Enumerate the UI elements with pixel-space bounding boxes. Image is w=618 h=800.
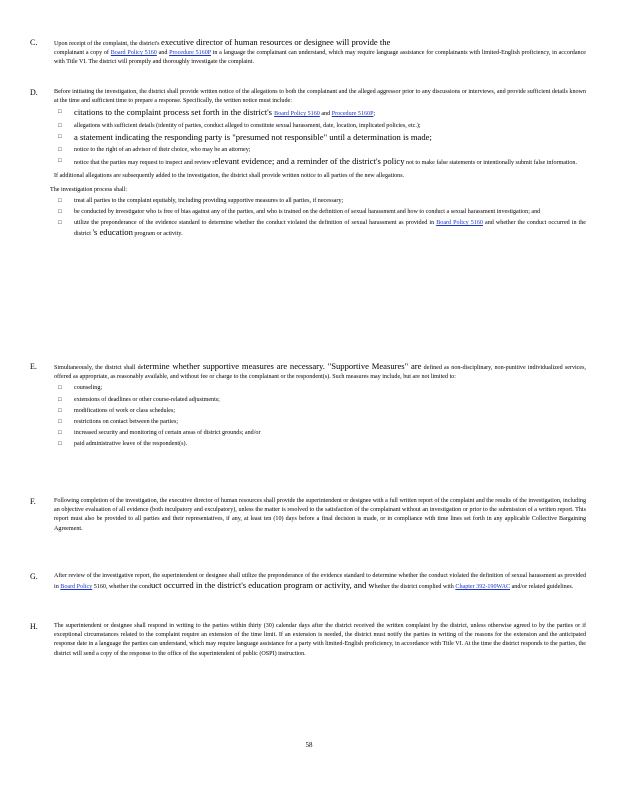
list-item: □ counseling; (54, 384, 586, 393)
checkbox-bullet-icon: □ (58, 147, 62, 154)
checkbox-bullet-icon: □ (58, 385, 62, 392)
list-item: □ extensions of deadlines or other course-related adjustments; (54, 396, 586, 405)
list-item: □ utilize the preponderance of the evidence standard to determine whether the conduct violated the definition of sexual harassment as provided in Board Policy 5160 and whether the conduct occurred in the district 's education program or activity. (58, 220, 586, 238)
list-item: □ allegations with sufficient details (identity of parties, conduct alleged to constitute sexual harassment, date, location, implicated policies, etc.); (54, 122, 586, 131)
section-c (30, 38, 586, 68)
procedure-5160p-link[interactable]: Procedure 5160P (331, 111, 374, 118)
section-label: E. (30, 362, 37, 371)
section-d (30, 88, 586, 240)
list-item: □ notice that the parties may request to inspect and review relevant evidence; and a reminder of the district's policy not to make false statements or intentionally submit false information. (58, 156, 577, 167)
board-policy-5160-link[interactable]: Board Policy 5160 (110, 50, 157, 57)
section-h-text: The superintendent or designee shall respond in writing to the parties within thirty (30) calendar days after the district received the written complaint by the district, unless otherwise agreed to by the parties or if exceptional circumstances related to the complaint require an extension of the time limit. If an extension is needed, the district must notify the parties in writing of the reasons for the extension and the anticipated response date in a language the parties can understand, which may require language assistance for a party with limited-English proficiency, in accordance with Title VI. At the time the district responds to the parties, the district will send a copy of the response to the office of the superintendent of public (OSPI) instruction. (54, 623, 586, 657)
checkbox-bullet-icon: □ (58, 197, 62, 204)
list-item: □ modifications of work or class schedules; (54, 407, 586, 416)
board-policy-5160-link[interactable]: Board Policy 5160 (274, 111, 320, 118)
list-item: □ increased security and monitoring of certain areas of district grounds; and/or (54, 429, 586, 438)
section-label: D. (30, 88, 38, 97)
section-e (30, 362, 586, 450)
checkbox-bullet-icon: □ (58, 441, 62, 448)
list-item: □ treat all parties to the complaint equitably, including providing supportive measures to all parties, if necessary; (54, 197, 586, 206)
checkbox-bullet-icon: □ (58, 109, 62, 116)
supportive-measures-list (54, 384, 586, 449)
board-policy-5160-link[interactable]: Board Policy 5160 (436, 220, 483, 227)
checkbox-bullet-icon: □ (58, 133, 62, 140)
list-item: □ notice to the right of an advisor of their choice, who may be an attorney; (54, 146, 586, 155)
section-g-text: After review of the investigative report, the superintendent or designee shall utilize the preponderance of the evidence standard to determine whether the conduct violated the definition of sexual harassment as provided in Board Policy 5160, whether the conduct occurred in the district's education program or activity, and whether the district complied with Chapter 392-190WAC and/or related guidelines. (54, 573, 586, 591)
page-number: 58 (305, 741, 313, 749)
list-item: □ a statement indicating the responding party is "presumed not responsible" until a determination is made; (58, 131, 432, 142)
section-label: F. (30, 497, 36, 506)
section-label: C. (30, 38, 38, 47)
section-d-intro: Before initiating the investigation, the district shall provide written notice of the allegations to both the complainant and the alleged aggressor prior to any discussions or interviews, and provide sufficient details known at the time and sufficient time to prepare a response. Specifically, the written notice must include: (54, 89, 586, 105)
checkbox-bullet-icon: □ (58, 122, 62, 129)
list-item: □ be conducted by investigator who is free of bias against any of the parties, and who is trained on the definition of sexual harassment and how to conduct a sexual harassment investigation; and (54, 208, 586, 217)
checkbox-bullet-icon: □ (58, 209, 62, 216)
section-f-text: Following completion of the investigation, the executive director of human resources shall provide the superintendent or designee with a full written report of the complaint and the results of the investigation, including an objective evaluation of all evidence (both inculpatory and exculpatory), unless the matter is resolved to the satisfaction of the complainant without an investigation or prior to the submission of a written report. This report must also be provided to all parties and their representatives, if any, at least ten (10) days before a final decision is made, or in compliance with time lines set forth in any applicable Collective Bargaining Agreement. (54, 498, 586, 532)
section-h (30, 622, 586, 659)
checkbox-bullet-icon: □ (58, 419, 62, 426)
board-policy-link[interactable]: Board Policy (60, 584, 93, 591)
checkbox-bullet-icon: □ (58, 430, 62, 437)
section-c-text: Upon receipt of the complaint, the district's executive director of human resources or designee will provide the complainant a copy of Board Policy 5160 and Procedure 5160P in a language the complainant can understand, which may require language assistance for complainants with limited-English proficiency, in accordance with Title VI. The district will promptly and thoroughly investigate the complaint. (54, 37, 587, 66)
investigation-process-heading: The investigation process shall: (50, 186, 128, 193)
section-e-text: Simultaneously, the district shall determine whether supportive measures are necessary. "Supportive Measures" are defined as non-disciplinary, non-punitive individualized services, offered as appropriate, as reasonably available, and without fee or charge to the complainant or the respondent(s). Such measures may include, but are not limited to: (54, 361, 586, 381)
checkbox-bullet-icon: □ (58, 407, 62, 414)
checkbox-bullet-icon: □ (58, 396, 62, 403)
additional-allegations-text: If additional allegations are subsequently added to the investigation, the district shall provide written notice to all parties of the new allegations. (54, 173, 405, 180)
chapter-392-190wac-link[interactable]: Chapter 392-190WAC (455, 584, 511, 591)
list-item: □ restrictions on contact between the parties; (54, 418, 586, 427)
list-item: □ paid administrative leave of the respondent(s). (54, 440, 586, 449)
section-label: H. (30, 622, 38, 631)
checkbox-bullet-icon: □ (58, 158, 62, 165)
checkbox-bullet-icon: □ (58, 220, 62, 227)
section-f (30, 497, 586, 534)
procedure-5160p-link[interactable]: Procedure 5160P (169, 50, 211, 57)
section-g (30, 572, 586, 592)
list-item: □ citations to the complaint process set forth in the district's Board Policy 5160 and Procedure 5160P; (58, 107, 376, 118)
section-label: G. (30, 572, 38, 581)
